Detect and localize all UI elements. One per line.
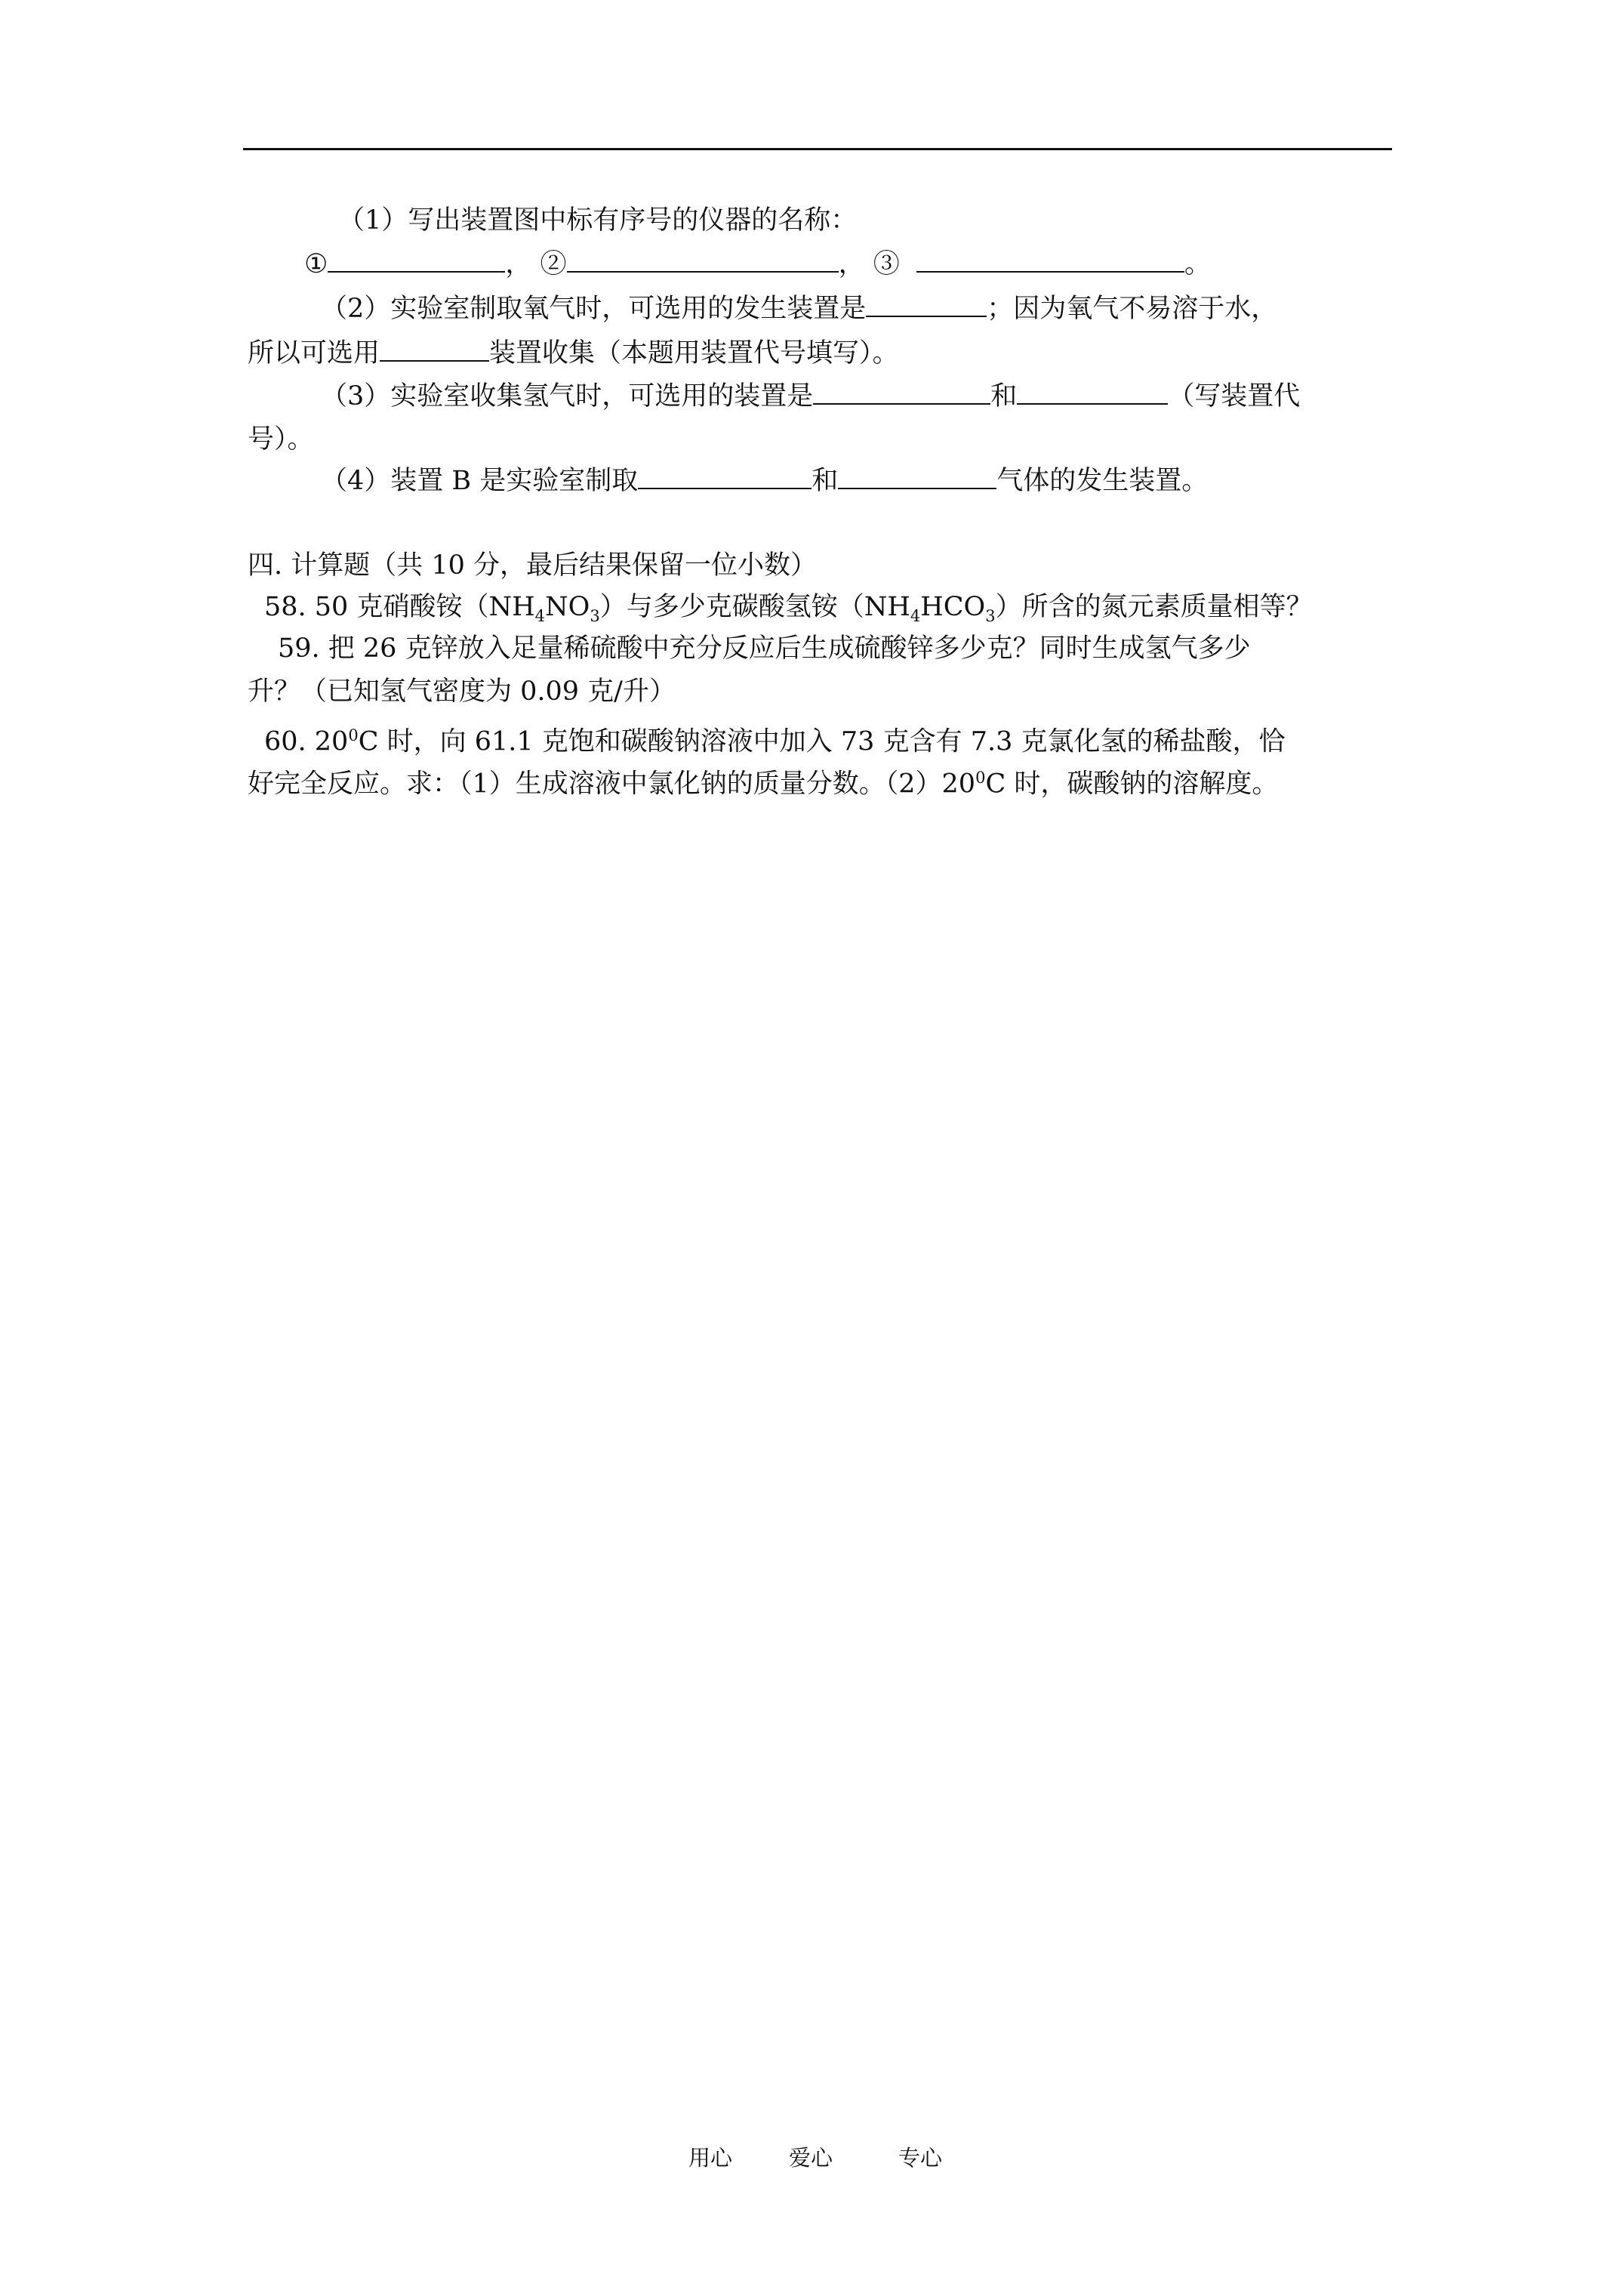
footer-word-3: 专心 [898,2145,943,2171]
header-rule [243,148,1392,150]
answer-blank-2[interactable] [567,245,839,273]
q57-part3-line1: （3）实验室收集氢气时，可选用的装置是 和 （写装置代 [321,378,1300,415]
question-60-line2: 好完全反应。求：（1）生成溶液中氯化钠的质量分数。$(2)20^0C$ 时，碳酸钠的溶解度。 [248,769,1279,800]
q57-part3-line2: 号）。 [248,424,314,455]
footer-word-2: 爱心 [789,2145,833,2171]
answer-blank-9[interactable] [838,462,996,489]
question-59-line1: 59. 把 26 克锌放入足量稀硫酸中充分反应后生成硫酸锌多少克？同时生成氢气多少 [278,633,1251,664]
question-59-line2: 升？（已知氢气密度为 0.09 克/升） [248,676,676,707]
answer-blank-3[interactable] [916,245,1184,273]
q57-part1-prompt: （1）写出装置图中标有序号的仪器的名称： [338,205,858,236]
answer-blank-4[interactable] [866,290,987,317]
answer-blank-8[interactable] [638,462,812,489]
q57-part2-line1: （2）实验室制取氧气时，可选用的发生装置是 ；因为氧气不易溶于水， [321,290,1277,327]
question-60-line1: 60. $20^0C$ 时，向 61.1 克饱和碳酸钠溶液中加入 73 克含有 7.3 克氯化氢的稀盐酸，恰 [264,726,1286,757]
question-58: 58. 50 克硝酸铵$(NH_4NO_3)$与多少克碳酸氢铵$(NH_4HCO_3)$所含的氮元素质量相等？ [264,592,1313,625]
q57-part4: （4）装置 B 是实验室制取 和 气体的发生装置。 [321,462,1208,499]
footer-word-1: 用心 [688,2145,733,2171]
section-4-heading: 四. 计算题（共 10 分，最后结果保留一位小数） [248,550,818,581]
answer-blank-7[interactable] [1017,378,1168,405]
circled-number-1: ① [304,249,328,279]
answer-blank-6[interactable] [813,378,990,405]
q57-part1-blanks: ① ， ② ， ③ 。 [304,245,1211,282]
q57-part2-line2: 所以可选用 装置收集（本题用装置代号填写）。 [248,334,899,371]
answer-blank-5[interactable] [380,334,489,362]
circled-number-3: ③ [873,249,900,279]
answer-blank-1[interactable] [328,245,505,273]
circled-number-2: ② [540,249,567,279]
